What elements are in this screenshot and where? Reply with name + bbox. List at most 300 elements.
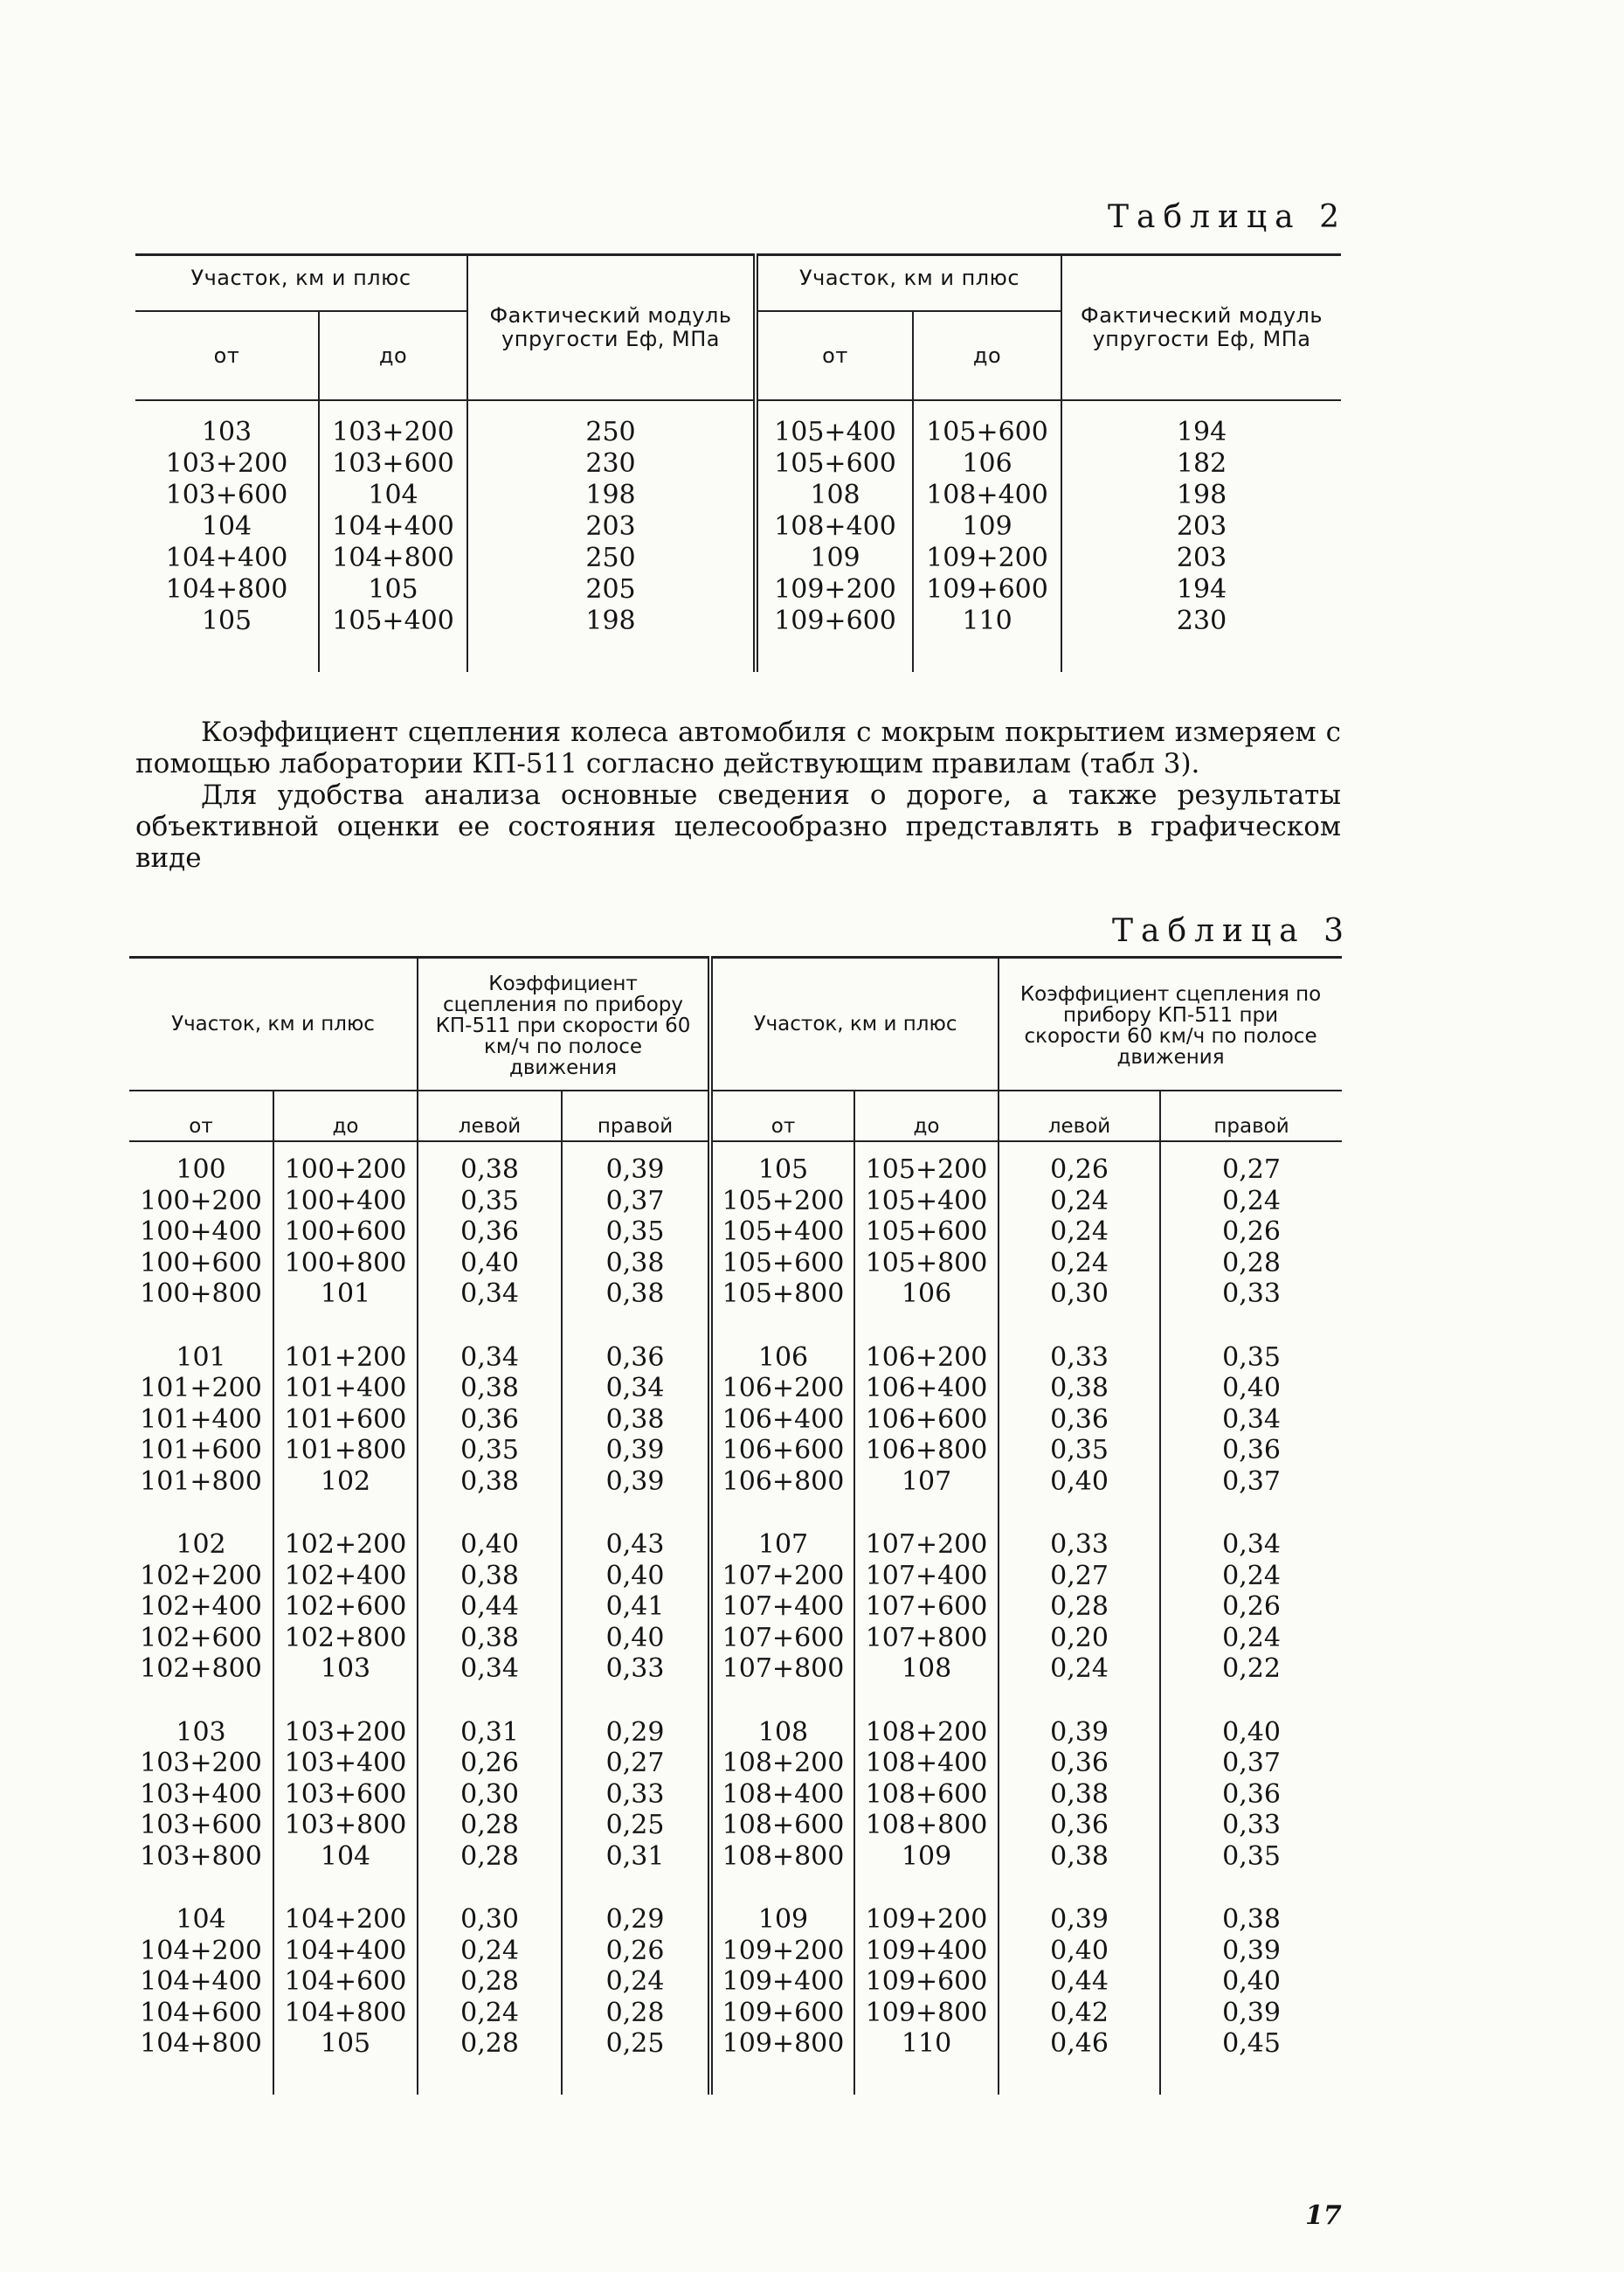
table3-tail-cell	[273, 2060, 418, 2095]
table-row	[129, 1342, 1342, 1374]
table3-gap-cell	[999, 1497, 1160, 1529]
table-cell: 106	[962, 448, 1012, 479]
table3-cell-from: 103	[129, 1717, 273, 1749]
table3-tail-cell	[999, 2060, 1160, 2095]
table-cell: 104	[201, 511, 252, 542]
table-row	[129, 2028, 1342, 2060]
table3-cell-left: 0,26	[999, 1141, 1160, 1186]
table3-cell-left: 0,35	[999, 1435, 1160, 1466]
table3-cell-from: 106+200	[710, 1373, 854, 1404]
table-cell: 103+600	[165, 480, 288, 510]
table3-cell-right: 0,26	[562, 1936, 710, 1967]
table3-cell-to: 105+200	[854, 1141, 999, 1186]
table3-cell-left: 0,34	[418, 1342, 562, 1374]
table-row	[129, 1841, 1342, 1873]
table3-cell-from: 107	[710, 1529, 854, 1561]
table3-cell-to: 102+400	[273, 1561, 418, 1592]
table3-cell-to: 105+800	[854, 1248, 999, 1279]
table-row	[129, 1623, 1342, 1654]
table3-gap-cell	[1160, 1872, 1342, 1904]
table-cell: 104	[368, 480, 418, 510]
table3-cell-right: 0,40	[562, 1623, 710, 1654]
table-row	[129, 1779, 1342, 1811]
table3-cell-from: 100+400	[129, 1216, 273, 1248]
table-cell: 198	[585, 606, 636, 636]
table3-cell-left: 0,28	[999, 1591, 1160, 1623]
table3-cell-left: 0,36	[999, 1810, 1160, 1841]
table3-tail-cell	[418, 2060, 562, 2095]
table3-cell-left: 0,28	[418, 1966, 562, 1998]
table3-cell-from: 102+200	[129, 1561, 273, 1592]
table3-cell-from: 106+400	[710, 1404, 854, 1436]
table3-cell-to: 100+200	[273, 1141, 418, 1186]
table-cell: 194	[1176, 574, 1227, 605]
table2	[135, 253, 1341, 672]
table3-gap-cell	[562, 1310, 710, 1342]
table3-group-gap	[129, 1497, 1342, 1529]
table3-gap-cell	[1160, 1685, 1342, 1717]
table3-cell-from: 105+400	[710, 1216, 854, 1248]
table3-right-lane-header: правой	[562, 1091, 710, 1141]
table3-cell-left: 0,24	[999, 1248, 1160, 1279]
table3-cell-to: 106+400	[854, 1373, 999, 1404]
table3-cell-from: 105+600	[710, 1248, 854, 1279]
table3-cell-from: 100+600	[129, 1248, 273, 1279]
table3-cell-right: 0,40	[1222, 1373, 1281, 1403]
table-cell: 104+800	[165, 574, 288, 605]
table-row	[129, 1748, 1342, 1779]
table3-section-header-right: Участок, км и плюс	[710, 958, 999, 1091]
table3-cell-right: 0,36	[562, 1342, 710, 1374]
table3-cell-right: 0,40	[1222, 1716, 1281, 1748]
paragraph-graphic-form: Для удобства анализа основные сведения о дороге, а также результаты объективной оценки ее состояния целесообразно представлять в графическом виде	[135, 779, 1341, 874]
table3-cell-from: 103+400	[129, 1779, 273, 1811]
table-row	[129, 1141, 1342, 1186]
table3-cell-to: 107+400	[854, 1561, 999, 1592]
table3-gap-cell	[129, 1497, 273, 1529]
table3-gap-cell	[418, 1872, 562, 1904]
table3-cell-left: 0,24	[999, 1216, 1160, 1248]
table3-cell-to: 106+200	[854, 1342, 999, 1374]
table3-cell-right: 0,38	[562, 1278, 710, 1310]
table-row	[129, 1904, 1342, 1936]
table3-gap-cell	[562, 1685, 710, 1717]
table3-cell-to: 103	[273, 1653, 418, 1685]
table3-gap-cell	[273, 1497, 418, 1529]
table3-cell-to: 108	[854, 1653, 999, 1685]
table3-cell-right: 0,24	[1222, 1622, 1281, 1653]
table3-gap-cell	[999, 1872, 1160, 1904]
table2-section-header-right: Участок, км и плюс	[756, 255, 1061, 312]
table3-cell-left: 0,28	[418, 2028, 562, 2060]
table3-cell-right: 0,24	[1222, 1185, 1281, 1216]
page-number: 17	[1305, 2200, 1342, 2231]
table3-gap-cell	[129, 1685, 273, 1717]
table2-from-header-right: от	[756, 311, 913, 400]
table3-to-header: до	[273, 1091, 418, 1141]
table3-cell-from: 108+400	[710, 1779, 854, 1811]
table3-gap-cell	[710, 1497, 854, 1529]
table3-cell-to: 106	[854, 1278, 999, 1310]
table3-cell-from: 102+800	[129, 1653, 273, 1685]
table3-cell-left: 0,38	[418, 1373, 562, 1404]
table3-cell-from: 108+200	[710, 1748, 854, 1779]
table-row	[129, 1591, 1342, 1623]
table3-tail-cell	[710, 2060, 854, 2095]
table3-gap-cell	[418, 1310, 562, 1342]
table3-cell-to: 106+600	[854, 1404, 999, 1436]
table2-to-header: до	[319, 311, 467, 400]
table3-tail-cell	[854, 2060, 999, 2095]
table3	[129, 956, 1342, 2095]
table3-cell-right: 0,37	[1222, 1465, 1281, 1497]
table3-cell-to: 109+200	[854, 1904, 999, 1936]
table3-cell-to: 104	[273, 1841, 418, 1873]
table-cell: 105+600	[926, 417, 1048, 447]
table3-cell-to: 101+600	[273, 1404, 418, 1436]
table3-cell-right: 0,34	[562, 1373, 710, 1404]
table-cell: 109+200	[774, 574, 896, 605]
table3-cell-to: 101+200	[273, 1342, 418, 1374]
table3-gap-cell	[273, 1310, 418, 1342]
table-cell: 182	[1176, 448, 1227, 479]
table3-gap-cell	[1160, 1310, 1342, 1342]
table3-cell-from: 106+600	[710, 1435, 854, 1466]
table3-cell-left: 0,40	[418, 1529, 562, 1561]
table3-cell-left: 0,24	[999, 1186, 1160, 1217]
table3-cell-right: 0,31	[562, 1841, 710, 1873]
table-row	[129, 1216, 1342, 1248]
table3-cell-left: 0,33	[999, 1342, 1160, 1374]
table-cell: 105+600	[774, 448, 896, 479]
table3-cell-right: 0,41	[562, 1591, 710, 1623]
table3-cell-from: 106	[710, 1342, 854, 1374]
table-cell: 198	[1176, 480, 1227, 510]
table-cell: 198	[585, 480, 636, 510]
table3-cell-left: 0,46	[999, 2028, 1160, 2060]
table-cell: 230	[1176, 606, 1227, 636]
table3-cell-to: 102+600	[273, 1591, 418, 1623]
table3-cell-from: 101+200	[129, 1373, 273, 1404]
table3-cell-to: 100+600	[273, 1216, 418, 1248]
table3-cell-to: 108+600	[854, 1779, 999, 1811]
table3-cell-from: 104+800	[129, 2028, 273, 2060]
table3-cell-left: 0,38	[418, 1466, 562, 1498]
table3-cell-from: 101+400	[129, 1404, 273, 1436]
table3-cell-to: 108+400	[854, 1748, 999, 1779]
table3-cell-left: 0,28	[418, 1810, 562, 1841]
table3-cell-left: 0,36	[999, 1748, 1160, 1779]
table3-cell-left: 0,39	[999, 1717, 1160, 1749]
table3-gap-cell	[562, 1872, 710, 1904]
table3-cell-left: 0,38	[418, 1623, 562, 1654]
table3-gap-cell	[710, 1310, 854, 1342]
table3-cell-from: 100	[129, 1141, 273, 1186]
table3-cell-from: 102	[129, 1529, 273, 1561]
table3-cell-right: 0,36	[1222, 1435, 1281, 1465]
table3-cell-from: 109+800	[710, 2028, 854, 2060]
table3-cell-from: 109+400	[710, 1966, 854, 1998]
table3-cell-left: 0,42	[999, 1998, 1160, 2029]
table3-gap-cell	[854, 1310, 999, 1342]
table3-cell-right: 0,27	[562, 1748, 710, 1779]
table3-cell-left: 0,38	[999, 1779, 1160, 1811]
table2-left-to-column	[319, 400, 467, 672]
table3-cell-from: 108	[710, 1717, 854, 1749]
table3-cell-to: 102+200	[273, 1529, 418, 1561]
table3-gap-cell	[418, 1497, 562, 1529]
table3-cell-right: 0,29	[562, 1717, 710, 1749]
table3-cell-to: 106+800	[854, 1435, 999, 1466]
table3-cell-from: 105+200	[710, 1186, 854, 1217]
table-cell: 109	[962, 511, 1012, 542]
table3-cell-right: 0,45	[1222, 2028, 1281, 2059]
table3-cell-right: 0,39	[562, 1466, 710, 1498]
table3-cell-right: 0,28	[1222, 1247, 1281, 1278]
table2-to-header-right: до	[913, 311, 1061, 400]
table3-cell-from: 103+800	[129, 1841, 273, 1873]
table-cell: 110	[962, 606, 1012, 636]
table-row	[129, 1561, 1342, 1592]
table-cell: 104+800	[332, 543, 454, 573]
table3-cell-left: 0,38	[999, 1841, 1160, 1873]
table3-cell-right: 0,37	[562, 1186, 710, 1217]
table3-section-header: Участок, км и плюс	[129, 958, 418, 1091]
table-row	[129, 1466, 1342, 1498]
table3-cell-from: 105+800	[710, 1278, 854, 1310]
table3-gap-cell	[999, 1310, 1160, 1342]
table3-cell-right: 0,36	[1222, 1778, 1281, 1810]
table3-gap-cell	[273, 1685, 418, 1717]
table3-cell-right: 0,35	[1222, 1840, 1281, 1872]
table3-cell-to: 109+800	[854, 1998, 999, 2029]
table3-from-header: от	[129, 1091, 273, 1141]
table3-tail-cell	[562, 2060, 710, 2095]
table3-cell-to: 108+200	[854, 1717, 999, 1749]
table3-cell-left: 0,44	[418, 1591, 562, 1623]
table-cell: 194	[1176, 417, 1227, 447]
table3-cell-left: 0,39	[999, 1904, 1160, 1936]
table2-left-modulus-column	[467, 400, 756, 672]
table3-cell-to: 104+200	[273, 1904, 418, 1936]
table3-cell-to: 103+600	[273, 1779, 418, 1811]
table-row	[129, 1278, 1342, 1310]
table-cell: 109+200	[926, 543, 1048, 573]
table3-cell-left: 0,36	[418, 1216, 562, 1248]
table3-cell-from: 108+800	[710, 1841, 854, 1873]
table3-cell-left: 0,38	[418, 1561, 562, 1592]
table3-cell-right: 0,39	[1222, 1997, 1281, 2028]
table3-group-gap	[129, 1872, 1342, 1904]
table-row	[129, 1936, 1342, 1967]
table-row	[129, 1810, 1342, 1841]
table-cell: 250	[585, 543, 636, 573]
table3-gap-cell	[710, 1685, 854, 1717]
table3-cell-right: 0,25	[562, 1810, 710, 1841]
table3-gap-cell	[854, 1685, 999, 1717]
table3-cell-to: 103+400	[273, 1748, 418, 1779]
table3-cell-from: 104+600	[129, 1998, 273, 2029]
table-cell: 103+600	[332, 448, 454, 479]
table3-caption: Таблица 3	[1112, 913, 1351, 949]
table3-cell-left: 0,44	[999, 1966, 1160, 1998]
table3-cell-right: 0,40	[1222, 1966, 1281, 1997]
table3-cell-from: 107+400	[710, 1591, 854, 1623]
table-row	[129, 1186, 1342, 1217]
table3-cell-to: 107+600	[854, 1591, 999, 1623]
table3-cell-to: 110	[854, 2028, 999, 2060]
table3-coef-header-right: Коэффициент сцепления по прибору КП-511 при скорости 60 км/ч по полосе движения	[999, 958, 1342, 1091]
table3-cell-from: 103+600	[129, 1810, 273, 1841]
table-row	[129, 1717, 1342, 1749]
table3-cell-left: 0,36	[999, 1404, 1160, 1436]
table-cell: 103+200	[332, 417, 454, 447]
table3-cell-right: 0,39	[562, 1141, 710, 1186]
table3-cell-left: 0,40	[999, 1466, 1160, 1498]
table3-cell-to: 107+800	[854, 1623, 999, 1654]
table3-cell-left: 0,40	[999, 1936, 1160, 1967]
table3-cell-right: 0,28	[562, 1998, 710, 2029]
table3-cell-right: 0,38	[562, 1248, 710, 1279]
table-row	[129, 1373, 1342, 1404]
table3-cell-from: 102+600	[129, 1623, 273, 1654]
table-row	[129, 1653, 1342, 1685]
table3-cell-right: 0,37	[1222, 1748, 1281, 1778]
paragraph-adhesion: Коэффициент сцепления колеса автомобиля с мокрым покрытием измеряем с помощью лаборатории КП-511 согласно действующим правилам (табл 3).	[135, 717, 1341, 779]
table3-cell-right: 0,40	[562, 1561, 710, 1592]
table-cell: 103+200	[165, 448, 288, 479]
table-cell: 108+400	[774, 511, 896, 542]
table3-cell-left: 0,38	[418, 1141, 562, 1186]
table3-gap-cell	[562, 1497, 710, 1529]
table3-cell-left: 0,33	[999, 1529, 1160, 1561]
table-cell: 203	[1176, 511, 1227, 542]
table3-gap-cell	[273, 1872, 418, 1904]
table-row	[129, 1966, 1342, 1998]
table3-cell-to: 102	[273, 1466, 418, 1498]
table3-cell-left: 0,35	[418, 1435, 562, 1466]
table3-gap-cell	[129, 1872, 273, 1904]
table3-gap-cell	[854, 1872, 999, 1904]
table3-cell-to: 103+200	[273, 1717, 418, 1749]
table3-body	[129, 1141, 1342, 2095]
table-row	[129, 1998, 1342, 2029]
table3-cell-to: 109+600	[854, 1966, 999, 1998]
table3-cell-left: 0,35	[418, 1186, 562, 1217]
table3-tail-cell	[1160, 2060, 1342, 2095]
table-cell: 105+400	[332, 606, 454, 636]
table3-cell-from: 104+400	[129, 1966, 273, 1998]
table3-gap-cell	[710, 1872, 854, 1904]
table3-cell-from: 101	[129, 1342, 273, 1374]
table3-cell-to: 109+400	[854, 1936, 999, 1967]
table3-cell-right: 0,29	[562, 1904, 710, 1936]
table3-cell-right: 0,35	[562, 1216, 710, 1248]
table3-cell-to: 105	[273, 2028, 418, 2060]
table3-cell-from: 108+600	[710, 1810, 854, 1841]
table-cell: 109+600	[926, 574, 1048, 605]
table3-cell-from: 109+200	[710, 1936, 854, 1967]
table3-cell-right: 0,33	[1222, 1278, 1281, 1309]
table3-cell-left: 0,26	[418, 1748, 562, 1779]
table3-cell-to: 102+800	[273, 1623, 418, 1654]
table-row	[129, 1248, 1342, 1279]
table3-cell-right: 0,38	[562, 1404, 710, 1436]
table3-cell-to: 101+400	[273, 1373, 418, 1404]
table3-cell-to: 101	[273, 1278, 418, 1310]
table-cell: 103	[201, 417, 252, 447]
table3-cell-left: 0,34	[418, 1653, 562, 1685]
table2-from-header: от	[135, 311, 319, 400]
table-cell: 205	[585, 574, 636, 605]
table3-cell-right: 0,26	[1222, 1216, 1281, 1247]
body-text	[135, 717, 1341, 874]
table3-right-lane-header-right: правой	[1160, 1091, 1342, 1141]
table2-section-header: Участок, км и плюс	[135, 255, 467, 312]
table3-cell-right: 0,33	[562, 1653, 710, 1685]
table3-cell-right: 0,24	[1222, 1560, 1281, 1591]
table3-cell-right: 0,34	[1222, 1403, 1281, 1435]
table3-cell-left: 0,31	[418, 1717, 562, 1749]
table3-group-gap	[129, 1310, 1342, 1342]
table3-from-header-right: от	[710, 1091, 854, 1141]
table3-cell-from: 109+600	[710, 1998, 854, 2029]
table3-cell-right: 0,22	[1222, 1653, 1281, 1684]
table3-cell-left: 0,30	[418, 1904, 562, 1936]
table3-cell-left: 0,34	[418, 1278, 562, 1310]
table3-group-gap	[129, 1685, 1342, 1717]
table3-cell-left: 0,24	[418, 1936, 562, 1967]
table3-cell-from: 101+600	[129, 1435, 273, 1466]
table3-coef-header: Коэффициент сцепления по прибору КП-511 при скорости 60 км/ч по полосе движения	[418, 958, 710, 1091]
table3-cell-left: 0,40	[418, 1248, 562, 1279]
table3-cell-right: 0,24	[562, 1966, 710, 1998]
table3-cell-right: 0,34	[1222, 1529, 1281, 1560]
table3-cell-to: 105+400	[854, 1186, 999, 1217]
table3-cell-left: 0,24	[418, 1998, 562, 2029]
table3-cell-from: 104+200	[129, 1936, 273, 1967]
table3-cell-from: 106+800	[710, 1466, 854, 1498]
table3-cell-right: 0,39	[1222, 1935, 1281, 1966]
table3-cell-from: 103+200	[129, 1748, 273, 1779]
table3-cell-to: 109	[854, 1841, 999, 1873]
table3-cell-left: 0,30	[418, 1779, 562, 1811]
table3-left-lane-header: левой	[418, 1091, 562, 1141]
table-cell: 104+400	[332, 511, 454, 542]
table3-cell-from: 107+200	[710, 1561, 854, 1592]
table3-cell-left: 0,20	[999, 1623, 1160, 1654]
table3-cell-from: 101+800	[129, 1466, 273, 1498]
table3-gap-cell	[854, 1497, 999, 1529]
table-cell: 108+400	[926, 480, 1048, 510]
table3-cell-to: 107+200	[854, 1529, 999, 1561]
table3-cell-right: 0,33	[562, 1779, 710, 1811]
table3-cell-right: 0,25	[562, 2028, 710, 2060]
table3-cell-right: 0,35	[1222, 1341, 1281, 1373]
table3-cell-from: 100+200	[129, 1186, 273, 1217]
table2-right-to-column	[913, 400, 1061, 672]
table3-cell-to: 104+400	[273, 1936, 418, 1967]
table-cell: 203	[1176, 543, 1227, 573]
table-row	[129, 1404, 1342, 1436]
table2-left-from-column	[135, 400, 319, 672]
table2-caption: Таблица 2	[1108, 199, 1347, 235]
table-cell: 203	[585, 511, 636, 542]
table3-cell-left: 0,38	[999, 1373, 1160, 1404]
table3-gap-cell	[1160, 1497, 1342, 1529]
table3-cell-to: 104+800	[273, 1998, 418, 2029]
table3-cell-right: 0,43	[562, 1529, 710, 1561]
